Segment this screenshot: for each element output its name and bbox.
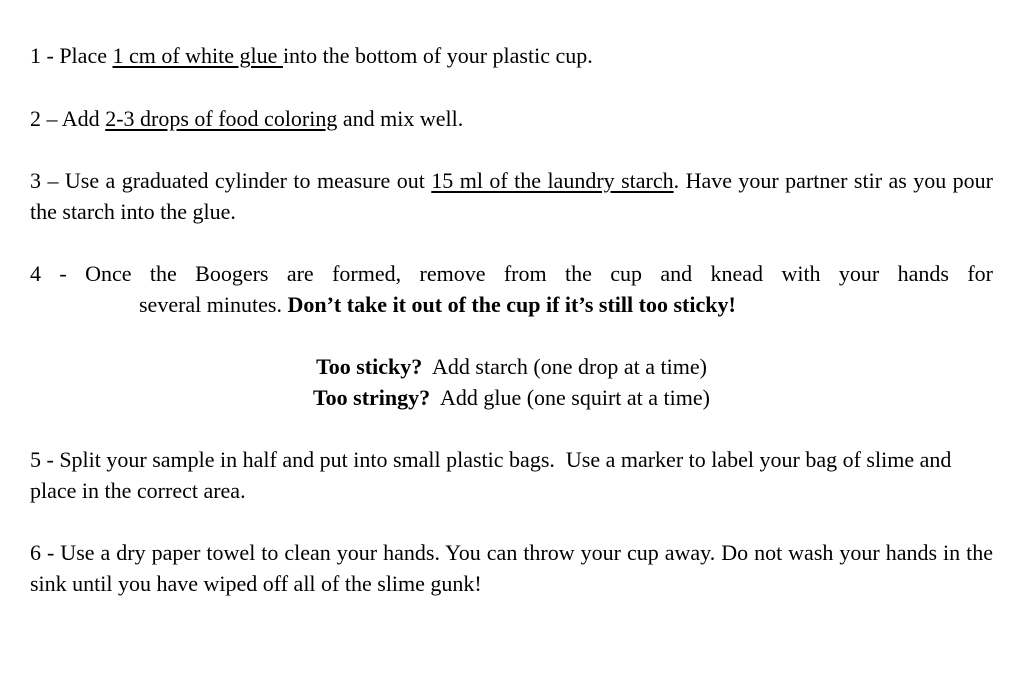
step-3-suffix: . Have your partner stir as you pour the starch into the glue. — [30, 168, 993, 224]
step-4-line-1: 4 - Once the Boogers are formed, remove from the cup and knead with your hands for — [30, 261, 993, 286]
tip-too-stringy — [30, 382, 993, 413]
step-6: 6 - Use a dry paper towel to clean your hands. You can throw your cup away. Do not wash your hands in the sink until you have wiped off all of the slime gunk! — [30, 540, 993, 596]
tips-block — [30, 351, 993, 413]
step-3-starch-amount: 15 ml of the laundry starch — [431, 168, 674, 193]
tip-too-sticky — [30, 351, 993, 382]
step-5: 5 - Split your sample in half and put into small plastic bags. Use a marker to label your bag of slime and place in the correct area. — [30, 447, 957, 503]
step-3 — [30, 165, 993, 227]
step-4 — [30, 258, 993, 320]
step-4-warning: Don’t take it out of the cup if it’s still too sticky! — [287, 292, 736, 317]
step-4-line-2 — [30, 289, 993, 320]
step-1-prefix: 1 - Place — [30, 43, 113, 68]
step-2-suffix: and mix well. — [337, 106, 464, 131]
step-4-line-2-text: several minutes. — [139, 292, 288, 317]
step-1-suffix: into the bottom of your plastic cup. — [282, 43, 593, 68]
tip-too-stringy-label: Too stringy? — [313, 385, 431, 410]
step-2 — [30, 103, 993, 134]
step-2-prefix: 2 – Add — [30, 106, 106, 131]
tip-too-stringy-text: Add glue (one squirt at a time) — [430, 385, 710, 410]
tip-too-sticky-label: Too sticky? — [316, 354, 423, 379]
tip-too-sticky-text: Add starch (one drop at a time) — [422, 354, 707, 379]
step-3-prefix: 3 – Use a graduated cylinder to measure out — [30, 168, 432, 193]
step-2-coloring-amount: 2-3 drops of food coloring — [105, 106, 338, 131]
step-1 — [30, 40, 993, 71]
step-1-glue-amount: 1 cm of white glue — [112, 43, 283, 68]
